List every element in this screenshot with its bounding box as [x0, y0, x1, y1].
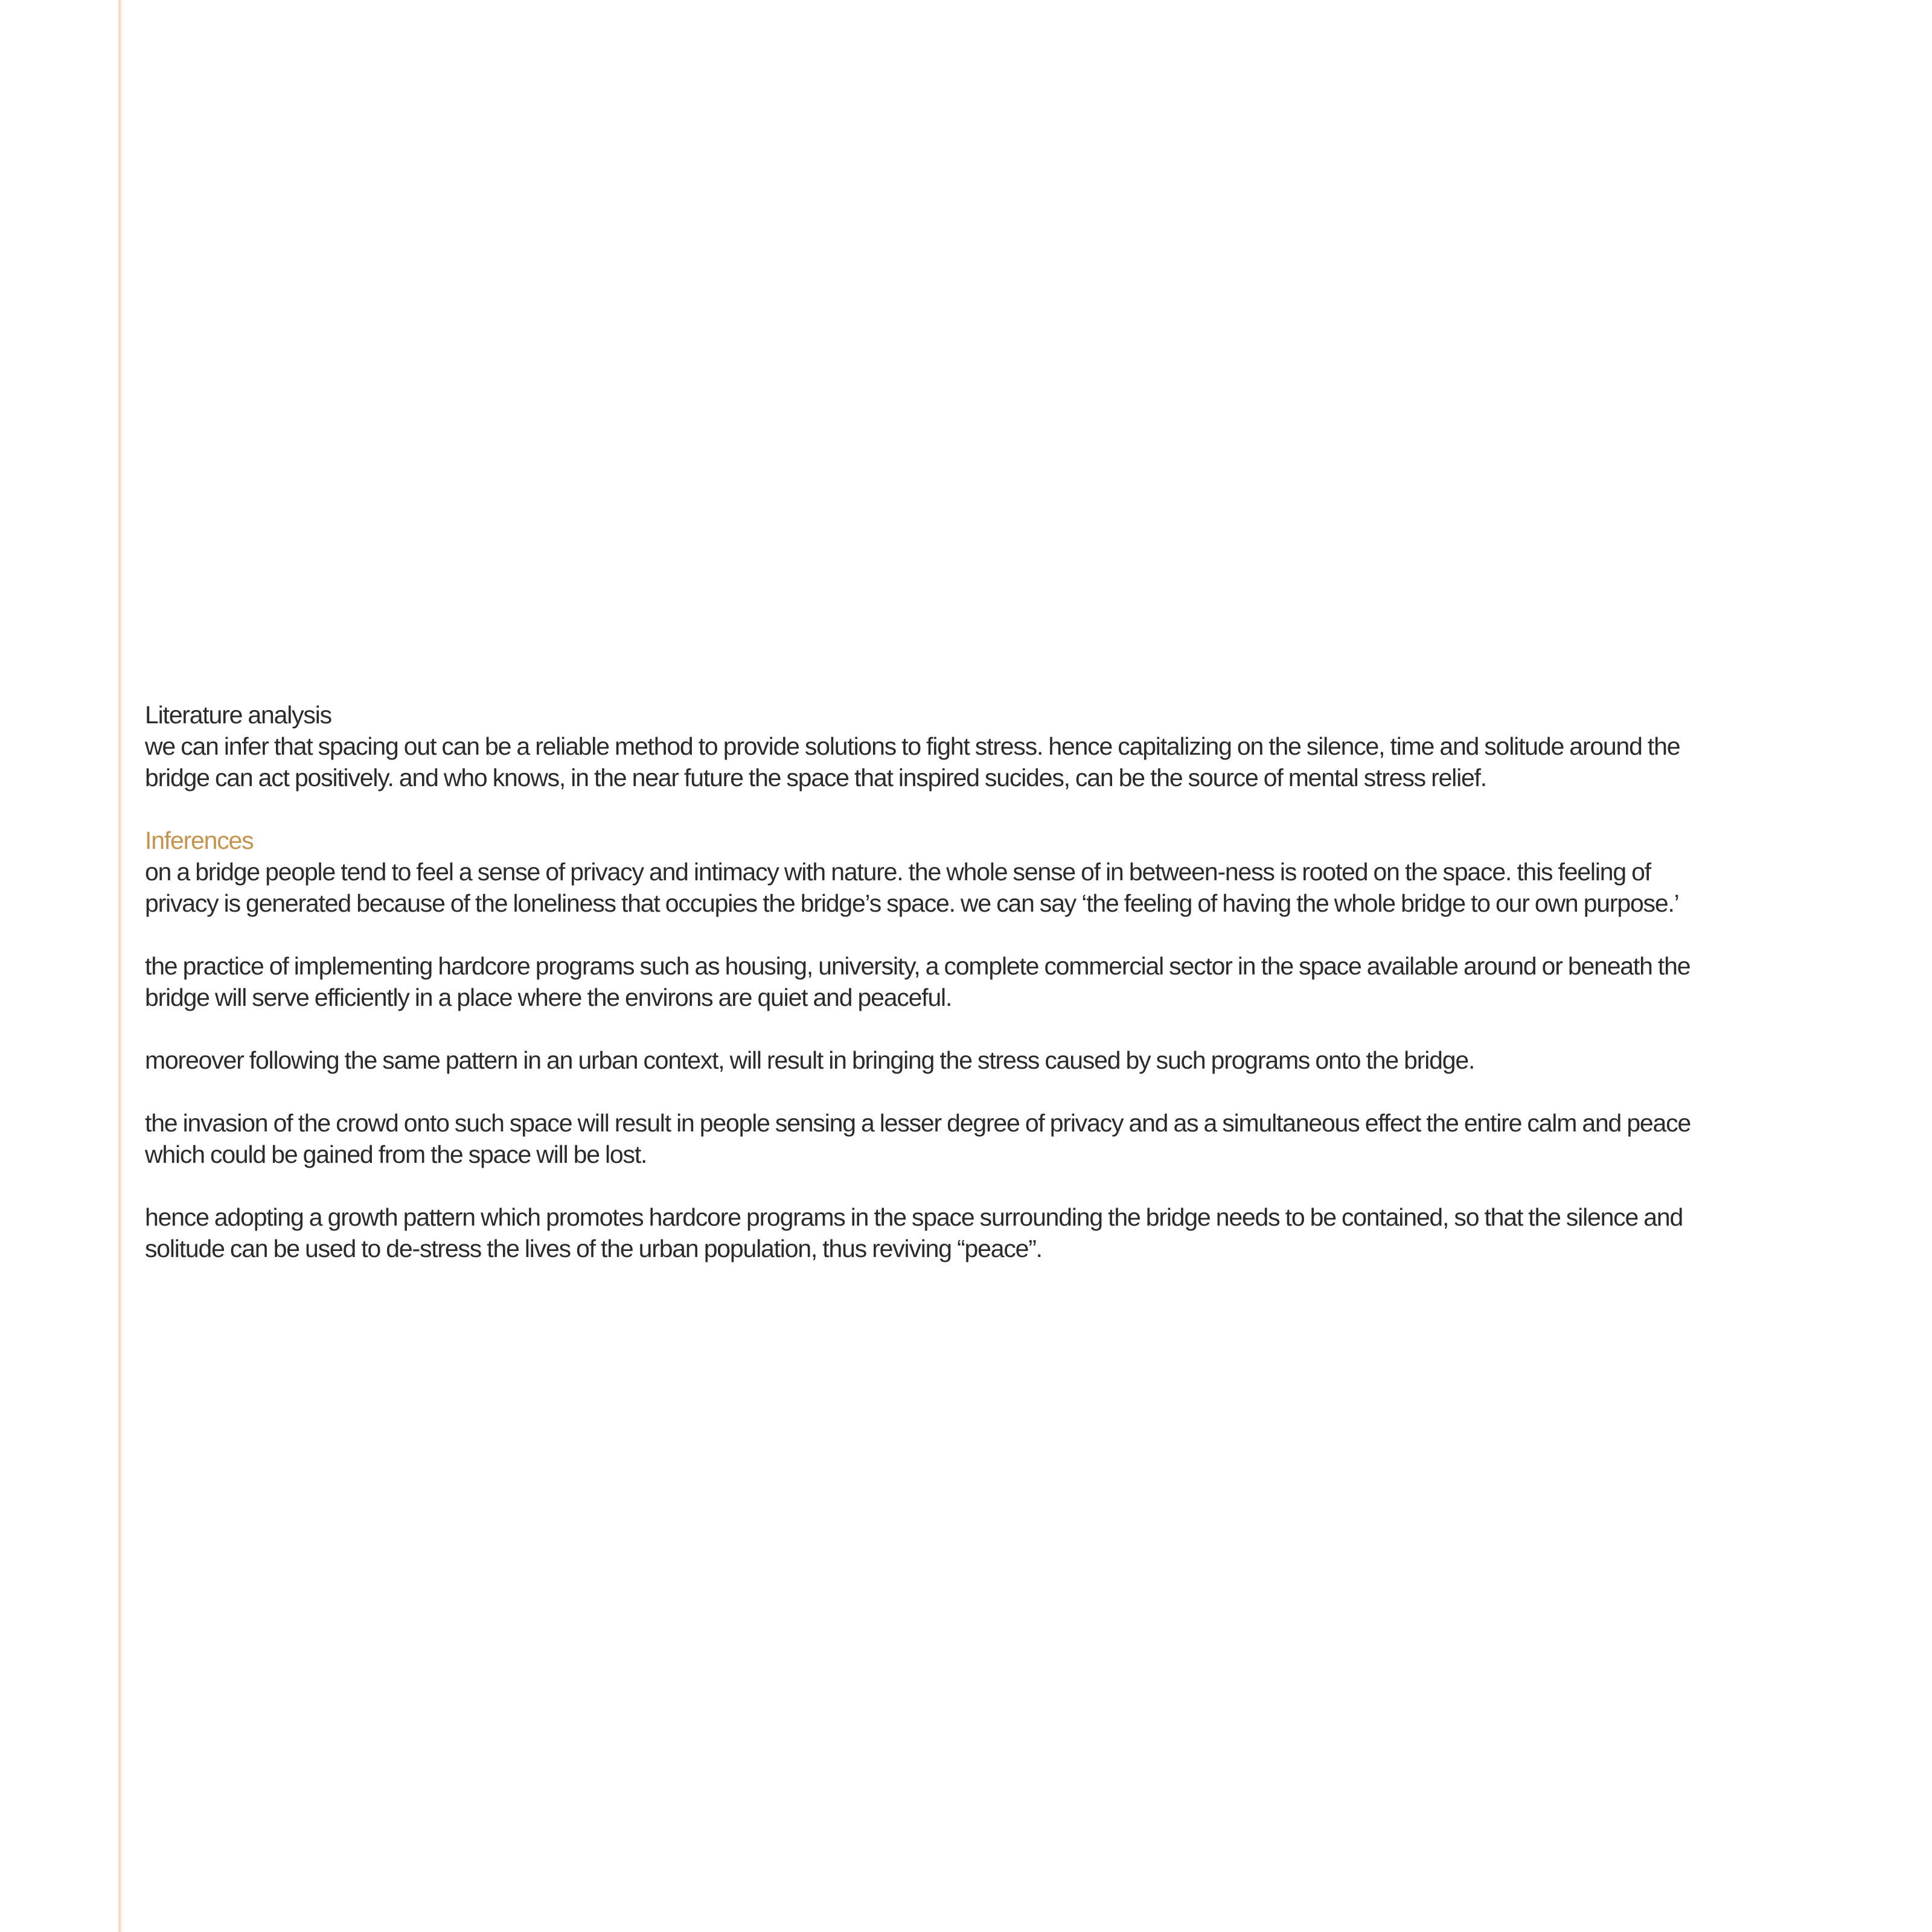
paragraph-line: solitude can be used to de-stress the lives of the urban population, thus reviving “peace”.: [145, 1235, 1042, 1262]
inference-paragraph: [145, 1201, 1932, 1264]
inference-paragraph: [145, 1044, 1932, 1076]
literature-analysis-section: [145, 699, 1932, 793]
literature-line: bridge can act positively. and who knows, in the near future the space that inspired sucides, can be the source of mental stress relief.: [145, 764, 1486, 792]
paragraph-line: which could be gained from the space will be lost.: [145, 1140, 647, 1168]
paragraph-line: the practice of implementing hardcore programs such as housing, university, a complete commercial sector in the space available around or beneath the: [145, 952, 1690, 980]
margin-rule: [118, 0, 123, 1932]
paragraph-line: on a bridge people tend to feel a sense of privacy and intimacy with nature. the whole sense of in between-ness is rooted on the space. this feeling of: [145, 858, 1651, 886]
literature-analysis-heading: Literature analysis: [145, 701, 331, 729]
inference-paragraph: [145, 950, 1932, 1013]
literature-line: we can infer that spacing out can be a reliable method to provide solutions to fight stress. hence capitalizing on the silence, time and solitude around the: [145, 732, 1680, 760]
paragraph-line: privacy is generated because of the loneliness that occupies the bridge’s space. we can say ‘the feeling of having the whole bridge to our own purpose.’: [145, 889, 1679, 917]
inference-paragraph: [145, 1107, 1932, 1170]
paragraph-line: bridge will serve efficiently in a place where the environs are quiet and peaceful.: [145, 984, 952, 1011]
paragraph-line: the invasion of the crowd onto such space will result in people sensing a lesser degree of privacy and as a simultaneous effect the entire calm and peace: [145, 1109, 1691, 1137]
document-body: [145, 699, 1932, 1296]
inferences-heading: Inferences: [145, 827, 254, 854]
paragraph-line: hence adopting a growth pattern which promotes hardcore programs in the space surrounding the bridge needs to be contained, so that the silence and: [145, 1203, 1683, 1231]
inference-paragraph: [145, 856, 1932, 919]
paragraph-line: moreover following the same pattern in an urban context, will result in bringing the stress caused by such programs onto the bridge.: [145, 1046, 1475, 1074]
